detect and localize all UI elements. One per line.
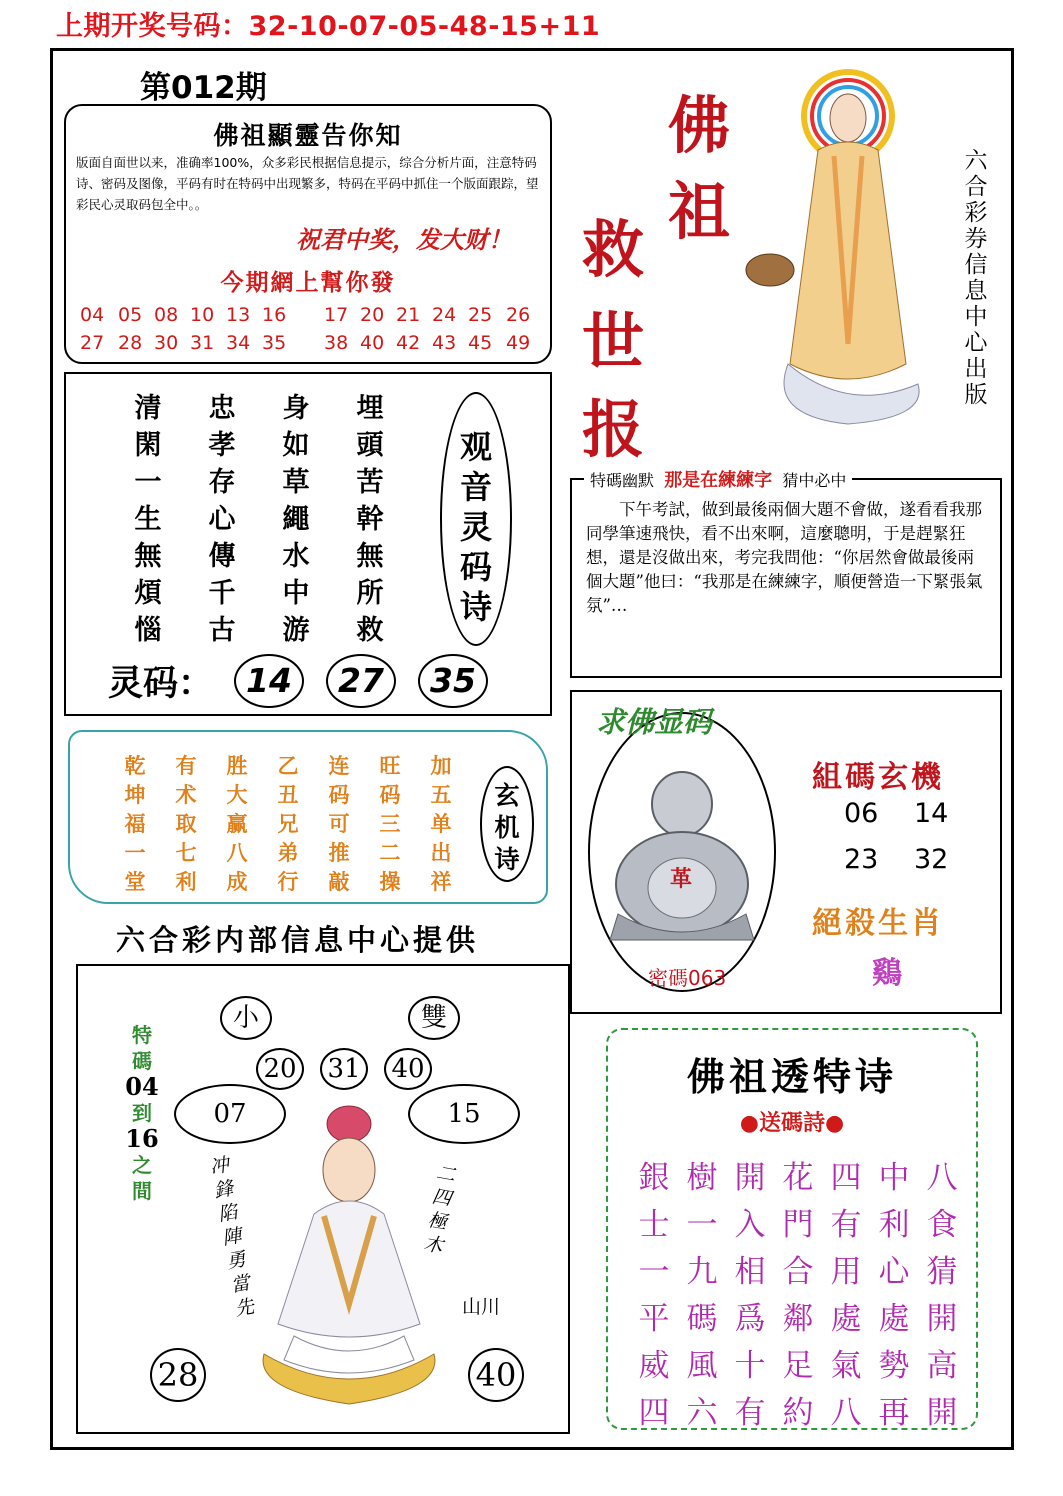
- special-poem-char: 有: [734, 1395, 766, 1431]
- lucky-number: 40: [360, 332, 385, 354]
- xuanji-oval: [480, 766, 534, 882]
- xuanji-oval-char: 玄: [494, 781, 520, 810]
- poem-char: 一: [134, 467, 162, 498]
- xuanji-char: 福: [124, 811, 146, 836]
- xuanji-char: 连: [328, 753, 350, 778]
- juesha-title: 絕殺生肖: [812, 906, 944, 941]
- bottom-right-number: 40: [468, 1348, 524, 1402]
- publisher-char: 出: [964, 356, 988, 382]
- left-poem: 冲鋒陷陣勇當先: [208, 1153, 256, 1321]
- special-poem-char: 處: [830, 1301, 862, 1337]
- xuanji-grid: [70, 732, 470, 902]
- provided-by: 六合彩内部信息中心提供: [116, 923, 480, 957]
- xuanji-char: 敲: [328, 869, 350, 894]
- special-poem-char: 八: [926, 1160, 958, 1196]
- guanyin-poem-char: 观: [459, 428, 492, 466]
- xuanji-char: 八: [226, 840, 248, 865]
- info-slogan: 祝君中奖，发大财！: [296, 226, 512, 254]
- tema-range: [122, 1022, 162, 1204]
- special-poem-char: 花: [782, 1160, 814, 1196]
- lingma-number: 14: [234, 654, 304, 708]
- lucky-number: 08: [154, 304, 179, 326]
- buddha-oval: [588, 712, 776, 992]
- xuanji-char: 一: [124, 840, 146, 865]
- lucky-number: 20: [360, 304, 385, 326]
- guanyin-poem-char: 诗: [459, 588, 492, 626]
- lucky-number: 28: [118, 332, 143, 354]
- poem-char: 水: [282, 541, 310, 572]
- lucky-number: 31: [190, 332, 215, 354]
- poem-char: 苦: [356, 467, 384, 498]
- xuanji-char: 可: [328, 811, 350, 836]
- lucky-number: 25: [468, 304, 493, 326]
- guanyin-poem-char: 音: [459, 468, 492, 506]
- special-poem-char: 平: [638, 1301, 670, 1337]
- tema-char-1: 特: [132, 1023, 152, 1047]
- special-poem-char: 勢: [878, 1348, 910, 1384]
- lucky-number: 24: [432, 304, 457, 326]
- zuma-number-1: 06: [844, 798, 879, 829]
- publisher-char: 心: [964, 330, 988, 356]
- guanyin-figure: [244, 1104, 454, 1414]
- poem-char: 無: [356, 541, 384, 572]
- lucky-number: 45: [468, 332, 493, 354]
- title-shi: 世: [582, 305, 645, 378]
- xuanji-char: 乙: [277, 753, 299, 778]
- publisher-vertical: [962, 148, 990, 408]
- special-poem-char: 鄰: [782, 1301, 814, 1337]
- joke-label: 特碼幽默: [590, 471, 655, 490]
- special-poem-char: 用: [830, 1254, 862, 1290]
- buddha-box: [570, 690, 1002, 1014]
- number-row-2: [66, 332, 550, 358]
- xuanji-char: 操: [379, 869, 401, 894]
- lucky-number: 34: [226, 332, 251, 354]
- lucky-number: 27: [80, 332, 105, 354]
- laughing-buddha-figure: [604, 764, 760, 944]
- special-poem-char: 十: [734, 1348, 766, 1384]
- joke-text: 下午考試，做到最後兩個大題不會做，遂看看我那同學筆速飛快，看不出來啊，這麼聰明，于是趕緊狂想，還是沒做出來，考完我問他：“你居然會做最後兩個大題”他曰：“我那是在練練字，順便營造一下緊張氣氛”…: [586, 500, 983, 615]
- lower-left-box: [76, 964, 570, 1434]
- title-bao: 报: [582, 393, 645, 466]
- xuanji-char: 祥: [430, 869, 452, 894]
- special-poem-char: 六: [686, 1395, 718, 1431]
- xuanji-char: 推: [328, 840, 350, 865]
- publisher-char: 信: [964, 252, 988, 278]
- special-poem-char: 門: [782, 1207, 814, 1243]
- special-poem-char: 爲: [734, 1301, 766, 1337]
- special-poem-char: 中: [878, 1160, 910, 1196]
- xuanji-char: 七: [175, 840, 197, 865]
- right-number-oval: 15: [408, 1084, 520, 1144]
- special-poem-char: 猜: [926, 1254, 958, 1290]
- special-poem-char: 九: [686, 1254, 718, 1290]
- special-poem-char: 入: [734, 1207, 766, 1243]
- poem-char: 救: [356, 615, 384, 646]
- special-poem-char: 心: [878, 1254, 910, 1290]
- poem-char: 忠: [208, 393, 236, 424]
- xuanji-char: 弟: [277, 840, 299, 865]
- top-number-1: 20: [256, 1048, 304, 1090]
- poem-char: 千: [208, 578, 236, 609]
- publisher-char: 息: [964, 278, 988, 304]
- lucky-number: 42: [396, 332, 421, 354]
- xuanji-oval-char: 诗: [494, 845, 520, 874]
- special-poem-char: 八: [830, 1395, 862, 1431]
- xuanji-char: 码: [328, 782, 350, 807]
- poem-char: 頭: [356, 430, 384, 461]
- special-poem-char: 食: [926, 1207, 958, 1243]
- poem-char: 繩: [282, 504, 310, 535]
- special-poem-char: 風: [686, 1348, 718, 1384]
- xuanji-char: 丑: [277, 782, 299, 807]
- xuanji-char: 三: [379, 811, 401, 836]
- tema-between-2: 間: [132, 1179, 152, 1203]
- poem-char: 清: [134, 393, 162, 424]
- right-poem-2: 山川: [462, 1296, 501, 1318]
- lucky-number: 05: [118, 304, 143, 326]
- xuanji-char: 单: [430, 811, 452, 836]
- poem-char: 存: [208, 467, 236, 498]
- tema-to: 16: [125, 1124, 159, 1153]
- special-poem-char: 約: [782, 1395, 814, 1431]
- special-poem-char: 利: [878, 1207, 910, 1243]
- xuanji-box: [68, 730, 548, 904]
- bodhisattva-figure: [738, 64, 946, 434]
- lucky-number: 17: [324, 304, 349, 326]
- special-poem-char: 有: [830, 1207, 862, 1243]
- special-poem-char: 銀: [638, 1160, 670, 1196]
- special-poem-char: 氣: [830, 1348, 862, 1384]
- juesha-zodiac: 鷄: [872, 956, 902, 991]
- left-number-oval: 07: [174, 1084, 286, 1144]
- poem-char: 幹: [356, 504, 384, 535]
- poem-char: 如: [282, 430, 310, 461]
- xuanji-char: 有: [175, 753, 197, 778]
- poem-box: [64, 372, 552, 716]
- info-title: 佛祖顯靈告你知: [213, 121, 403, 150]
- zuma-number-4: 32: [914, 844, 949, 875]
- xuanji-char: 行: [277, 869, 299, 894]
- poem-char: 煩: [134, 578, 162, 609]
- poem-char: 埋: [356, 393, 384, 424]
- lucky-number: 10: [190, 304, 215, 326]
- special-poem-char: 一: [686, 1207, 718, 1243]
- zuma-number-2: 14: [914, 798, 949, 829]
- poem-grid: [66, 374, 436, 644]
- xuanji-char: 乾: [124, 753, 146, 778]
- title-zu: 祖: [668, 175, 731, 248]
- poem-char: 所: [356, 578, 384, 609]
- xuanji-char: 利: [175, 869, 197, 894]
- special-poem-char: 樹: [686, 1160, 718, 1196]
- bottom-left-number: 28: [150, 1348, 206, 1402]
- top-number-3: 40: [384, 1048, 432, 1090]
- xuanji-char: 赢: [226, 811, 248, 836]
- title-jiu: 救: [582, 213, 645, 286]
- poem-char: 草: [282, 467, 310, 498]
- issue-number: 第012期: [140, 70, 267, 106]
- special-poem-char: 合: [782, 1254, 814, 1290]
- title-fo: 佛: [668, 89, 731, 162]
- info-box: [64, 104, 552, 364]
- zuma-title: 組碼玄機: [812, 760, 944, 795]
- poem-char: 身: [282, 393, 310, 424]
- xuanji-char: 胜: [226, 753, 248, 778]
- special-poem-char: 四: [638, 1395, 670, 1431]
- poem-char: 孝: [208, 430, 236, 461]
- poem-char: 無: [134, 541, 162, 572]
- special-poem-char: 開: [734, 1160, 766, 1196]
- tema-char-2: 碼: [132, 1049, 152, 1073]
- xuanji-char: 二: [379, 840, 401, 865]
- lingma-number: 27: [326, 654, 396, 708]
- publisher-char: 彩: [964, 200, 988, 226]
- joke-header: [584, 466, 852, 492]
- special-poem-char: 一: [638, 1254, 670, 1290]
- buddha-top-label: 求佛显码: [596, 705, 713, 739]
- special-poem-title: 佛祖透特诗: [686, 1054, 897, 1099]
- publisher-char: 中: [964, 304, 988, 330]
- buddha-mima: 密碼063: [648, 966, 727, 990]
- xuanji-char: 大: [226, 782, 248, 807]
- lucky-number: 16: [262, 304, 287, 326]
- top-number-2: 31: [320, 1048, 368, 1090]
- joke-suffix: 猜中必中: [782, 471, 847, 490]
- guanyin-poem-char: 码: [459, 548, 492, 586]
- special-poem-char: 處: [878, 1301, 910, 1337]
- poem-char: 生: [134, 504, 162, 535]
- info-text: 版面自面世以来，准确率100%，众多彩民根据信息提示，综合分析片面，注意特码诗、密码及图像，平码有时在特码中出现繁多，特码在平码中抓住一个版面跟踪，望彩民心灵取码包全中。。: [76, 155, 539, 212]
- xuanji-oval-char: 机: [494, 813, 520, 842]
- special-poem-grid: [608, 1030, 976, 1431]
- xuanji-char: 五: [430, 782, 452, 807]
- lingma-number: 35: [418, 654, 488, 708]
- small-oval: 小: [220, 996, 272, 1040]
- right-poem: 二四極木: [422, 1161, 458, 1258]
- xuanji-char: 取: [175, 811, 197, 836]
- special-poem-char: 相: [734, 1254, 766, 1290]
- lucky-number: 38: [324, 332, 349, 354]
- last-draw-header: 上期开奖号码：32-10-07-05-48-15+11: [56, 11, 601, 42]
- guanyin-poem-char: 灵: [459, 508, 492, 546]
- lucky-number: 30: [154, 332, 179, 354]
- poem-char: 惱: [134, 615, 162, 646]
- lucky-number: 49: [506, 332, 531, 354]
- poem-char: 中: [282, 578, 310, 609]
- publisher-char: 合: [964, 174, 988, 200]
- zuma-number-3: 23: [844, 844, 879, 875]
- special-poem-subtitle: ●送碼詩●: [739, 1111, 845, 1136]
- lucky-number: 35: [262, 332, 287, 354]
- xuanji-char: 码: [379, 782, 401, 807]
- publisher-char: 六: [964, 148, 988, 174]
- poem-char: 游: [282, 615, 310, 646]
- tema-between-1: 之: [132, 1153, 152, 1177]
- special-poem-char: 高: [926, 1348, 958, 1384]
- guanyin-poem-oval: [440, 392, 512, 646]
- poem-char: 閑: [134, 430, 162, 461]
- tema-to-word: 到: [132, 1101, 152, 1125]
- xuanji-char: 坤: [124, 782, 146, 807]
- xuanji-char: 成: [226, 869, 248, 894]
- xuanji-char: 兄: [277, 811, 299, 836]
- special-poem-char: 碼: [686, 1301, 718, 1337]
- xuanji-char: 堂: [124, 869, 146, 894]
- poem-char: 古: [208, 615, 236, 646]
- lucky-number: 04: [80, 304, 105, 326]
- poem-char: 心: [208, 504, 236, 535]
- xuanji-char: 出: [430, 840, 452, 865]
- special-poem-box: [606, 1028, 978, 1430]
- tema-from: 04: [125, 1072, 159, 1101]
- publisher-char: 版: [964, 382, 988, 408]
- double-oval: 雙: [408, 996, 460, 1040]
- special-poem-char: 開: [926, 1301, 958, 1337]
- special-poem-char: 足: [782, 1348, 814, 1384]
- publisher-char: 券: [964, 226, 988, 252]
- xuanji-char: 旺: [379, 753, 401, 778]
- special-poem-char: 威: [638, 1348, 670, 1384]
- joke-box: [570, 470, 1002, 678]
- lucky-number: 13: [226, 304, 251, 326]
- lucky-number: 21: [396, 304, 421, 326]
- number-row-1: [66, 304, 550, 330]
- special-poem-char: 開: [926, 1395, 958, 1431]
- buddha-ge-label: 革: [670, 867, 693, 892]
- special-poem-char: 四: [830, 1160, 862, 1196]
- xuanji-char: 加: [430, 753, 452, 778]
- info-subtitle: 今期網上幫你發: [220, 270, 396, 296]
- xuanji-char: 术: [175, 782, 197, 807]
- poem-char: 傳: [208, 541, 236, 572]
- special-poem-char: 士: [638, 1207, 670, 1243]
- special-poem-char: 再: [878, 1395, 910, 1431]
- lingma-label: 灵码：: [108, 663, 214, 704]
- lucky-number: 43: [432, 332, 457, 354]
- joke-highlight: 那是在練練字: [664, 470, 773, 491]
- lucky-number: 26: [506, 304, 531, 326]
